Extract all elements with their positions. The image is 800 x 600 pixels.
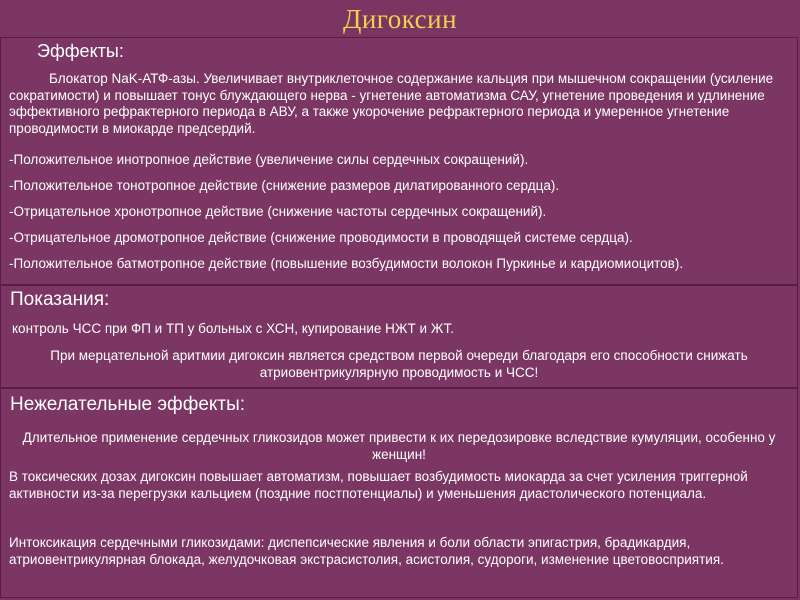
effect-item-chronotropic: -Отрицательное хронотропное действие (снижение частоты сердечных сокращений). (9, 204, 547, 219)
slide-title: Дигоксин (342, 4, 458, 34)
adverse-heading: Нежелательные эффекты: (10, 394, 246, 415)
effects-panel (0, 37, 798, 285)
effect-item-tonotropic: -Положительное тонотропное действие (снижение размеров дилатированного сердца). (9, 178, 560, 193)
indications-line1: контроль ЧСС при ФП и ТП у больных с ХСН, купирование НЖТ и ЖТ. (12, 321, 454, 336)
indications-panel (0, 285, 798, 388)
effects-heading: Эффекты: (37, 41, 124, 61)
effect-item-dromotropic: -Отрицательное дромотропное действие (снижение проводимости в проводящей системе сердца). (9, 230, 633, 245)
effect-item-inotropic: -Положительное инотропное действие (увеличение силы сердечных сокращений). (9, 152, 529, 167)
adverse-panel (0, 388, 798, 598)
adverse-para3: Интоксикация сердечными гликозидами: диспепсические явления и боли области эпигастрия, брадикардия, атриовентрикулярная блокада, желудочковая экстрасистолия, асистолия, судороги, изменение цветовосприятия. (9, 535, 724, 567)
adverse-para2: В токсических дозах дигоксин повышает автоматизм, повышает возбудимость миокарда за счет усиления триггерной активности из-за перегрузки кальцием (поздние постпотенциалы) и уменьшения диастолического потенциала. (9, 469, 748, 501)
effect-item-bathmotropic: -Положительное батмотропное действие (повышение возбудимости волокон Пуркинье и кардиомиоцитов). (9, 256, 684, 271)
indications-heading: Показания: (10, 289, 110, 310)
indications-line2: При мерцательной аритмии дигоксин является средством первой очереди благодаря его способности снижать атриовентрикулярную проводимость и ЧСС! (50, 348, 748, 380)
effects-intro: Блокатор NaK-АТФ-азы. Увеличивает внутриклеточное содержание кальция при мышечном сокращении (усиление сократимости) и повышает тонус блуждающего нерва - угнетение автоматизма САУ, угнетение проведения и удлинение эффективного рефрактерного периода в АВУ, а также укорочение рефрактерного периода и умеренное угнетение проводимости в миокарде предсердий. (9, 71, 774, 136)
adverse-para1: Длительное применение сердечных гликозидов может привести к их передозировке вследствие кумуляции, особенно у женщин! (22, 430, 776, 462)
